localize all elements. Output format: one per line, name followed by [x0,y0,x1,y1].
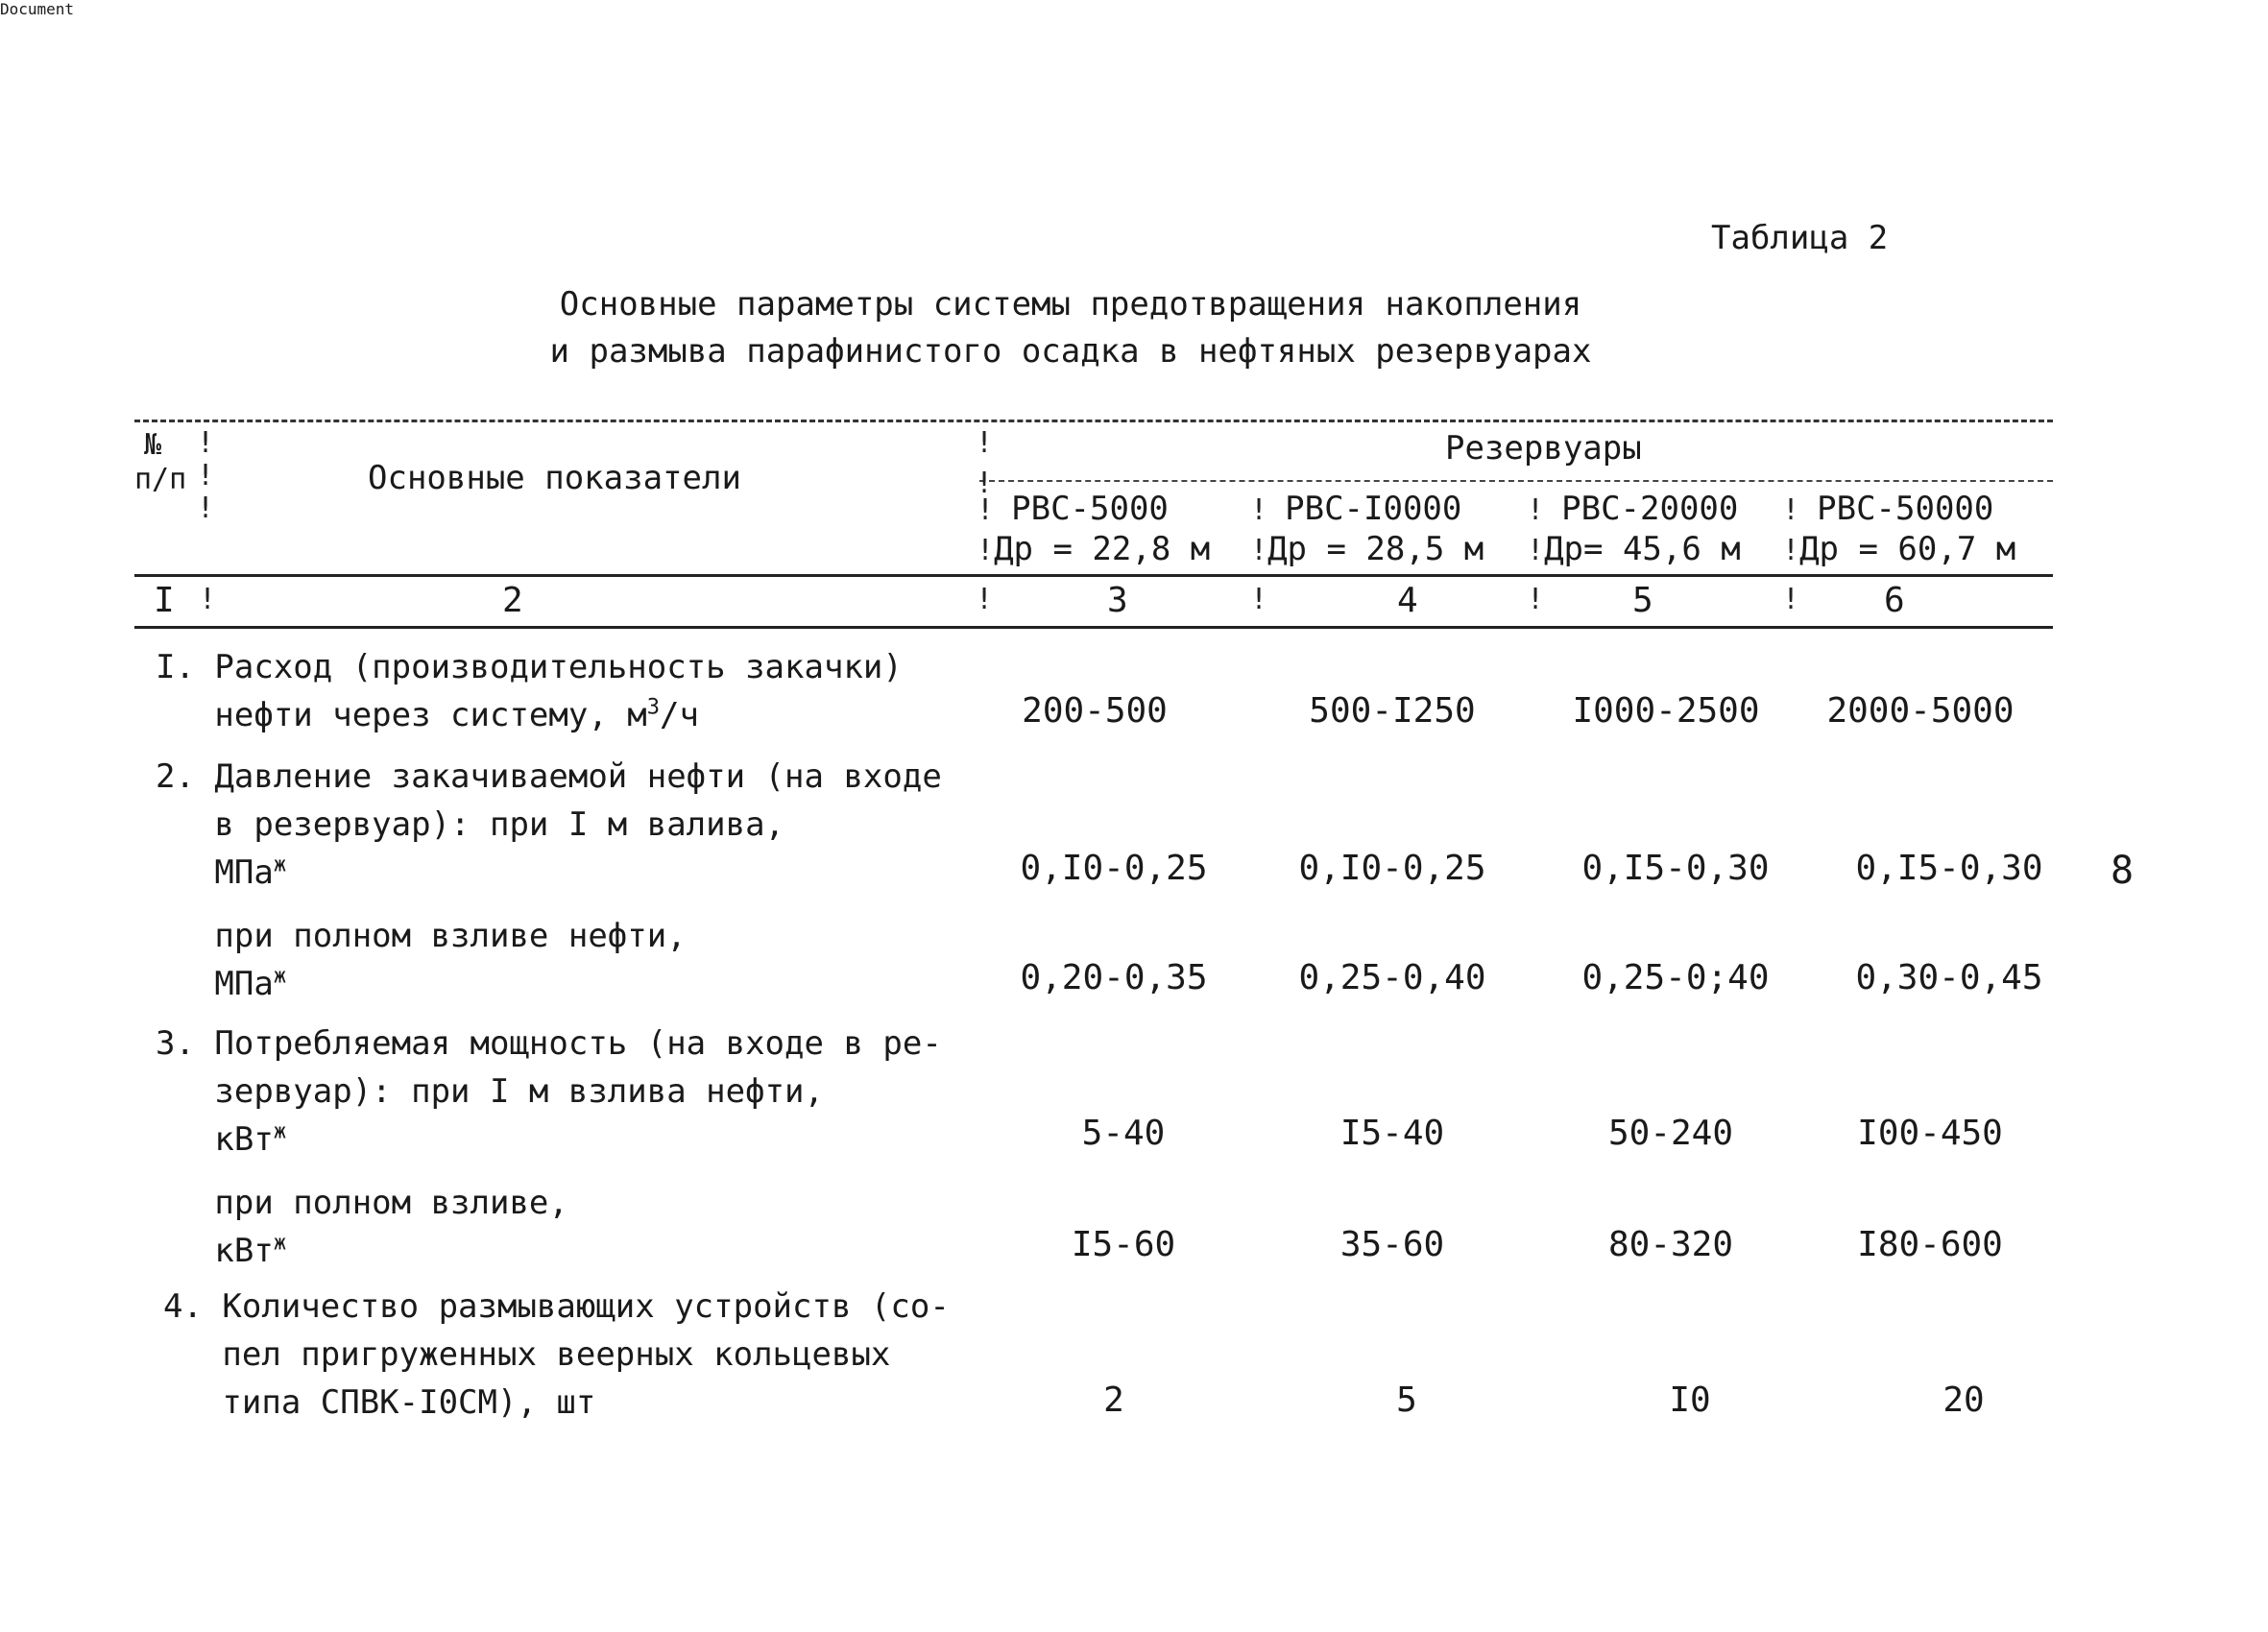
row-2-value-rvs-5000: 0,I0-0,25 [1020,849,1208,888]
row-4-label: 4. Количество размывающих устройств (со- пел пригруженных веерных кольцевых типа СПВК-I0СМ), шт [163,1287,950,1422]
row-2-value-rvs-20000: 0,I5-0,30 [1581,849,1770,888]
column-number-4: 4 [1397,581,1418,620]
group-divider-rule [979,480,2053,482]
column-separator: ! [1527,583,1545,616]
row-3-label: 3. Потребляемая мощность (на входе в ре- зервуар): при I м взлива нефти, кВт$^ж$ [156,1024,942,1159]
column-number-3: 3 [1107,581,1128,620]
table-top-rule [134,420,2053,422]
row-2b-value-rvs-5000: 0,20-0,35 [1020,958,1208,997]
header-bottom-rule [134,574,2053,577]
row-2-label: 2. Давление закачиваемой нефти (на входе в резервуар): при I м валива, МПа$^ж$ [156,757,942,892]
column-separator: ! [1782,583,1800,616]
row-3b-value-rvs-5000: I5-60 [1071,1225,1176,1264]
column-separator: ! [199,583,217,616]
row-3b-value-rvs-10000: 35-60 [1339,1225,1445,1264]
row-3b-label: при полном взливе, кВт$^ж$ [156,1184,568,1270]
column-number-5: 5 [1632,581,1653,620]
column-number-1: I [154,581,175,620]
column-separator: ! [976,583,994,616]
row-2b-value-rvs-10000: 0,25-0,40 [1298,958,1486,997]
row-1-value-rvs-10000: 500-I250 [1309,691,1476,731]
header-main-indicators: Основные показатели [368,459,741,497]
row-2b-value-rvs-20000: 0,25-0;40 [1581,958,1770,997]
table-label: Таблица 2 [1711,219,1889,257]
header-reservoirs-group: Резервуары [1445,429,1642,468]
row-4-value-rvs-20000: I0 [1669,1380,1711,1420]
header-column-rvs-20000: ! РВС-20000 !Др= 45,6 м [1527,490,1741,568]
row-3b-value-rvs-20000: 80-320 [1607,1225,1734,1264]
column-separator: ! [197,426,215,460]
column-number-2: 2 [502,581,523,620]
row-3b-value-rvs-50000: I80-600 [1857,1225,2003,1264]
row-2b-value-rvs-50000: 0,30-0,45 [1855,958,2043,997]
header-column-rvs-50000: ! РВС-50000 !Др = 60,7 м [1782,490,2016,568]
row-1-value-rvs-20000: I000-2500 [1572,691,1760,731]
header-column-rvs-10000: ! РВС-I0000 !Др = 28,5 м [1250,490,1484,568]
page-number: 8 [2111,849,2135,893]
row-1-value-rvs-5000: 200-500 [1022,691,1168,731]
column-separator: ! [976,467,994,500]
column-separator: ! [1250,583,1268,616]
header-number-symbol: № [144,428,162,462]
row-3-value-rvs-20000: 50-240 [1607,1114,1734,1153]
row-3-value-rvs-10000: I5-40 [1339,1114,1445,1153]
row-2b-label: при полном взливе нефти, МПа$^ж$ [156,917,687,1003]
header-column-rvs-5000: ! РВС-5000 !Др = 22,8 м [977,490,1211,568]
row-4-value-rvs-50000: 20 [1942,1380,1985,1420]
column-separator: ! [197,492,215,525]
column-separator: ! [976,426,994,460]
row-3-value-rvs-50000: I00-450 [1857,1114,2003,1153]
row-2-value-rvs-50000: 0,I5-0,30 [1855,849,2043,888]
document-title-line-1: Основные параметры системы предотвращения накопления [559,285,1582,324]
column-number-6: 6 [1884,581,1905,620]
row-1-value-rvs-50000: 2000-5000 [1826,691,2015,731]
header-number-label: п/п [134,463,187,496]
row-2-value-rvs-10000: 0,I0-0,25 [1298,849,1486,888]
row-4-value-rvs-5000: 2 [1103,1380,1124,1420]
row-1-label: I. Расход (производительность закачки) нефти через систему, $м^3/ч$ [156,648,903,734]
column-number-rule [134,626,2053,629]
row-3-value-rvs-5000: 5-40 [1081,1114,1166,1153]
row-4-value-rvs-10000: 5 [1396,1380,1417,1420]
column-separator: ! [197,459,215,492]
document-title-line-2: и размыва парафинистого осадка в нефтяных резервуарах [549,332,1592,371]
